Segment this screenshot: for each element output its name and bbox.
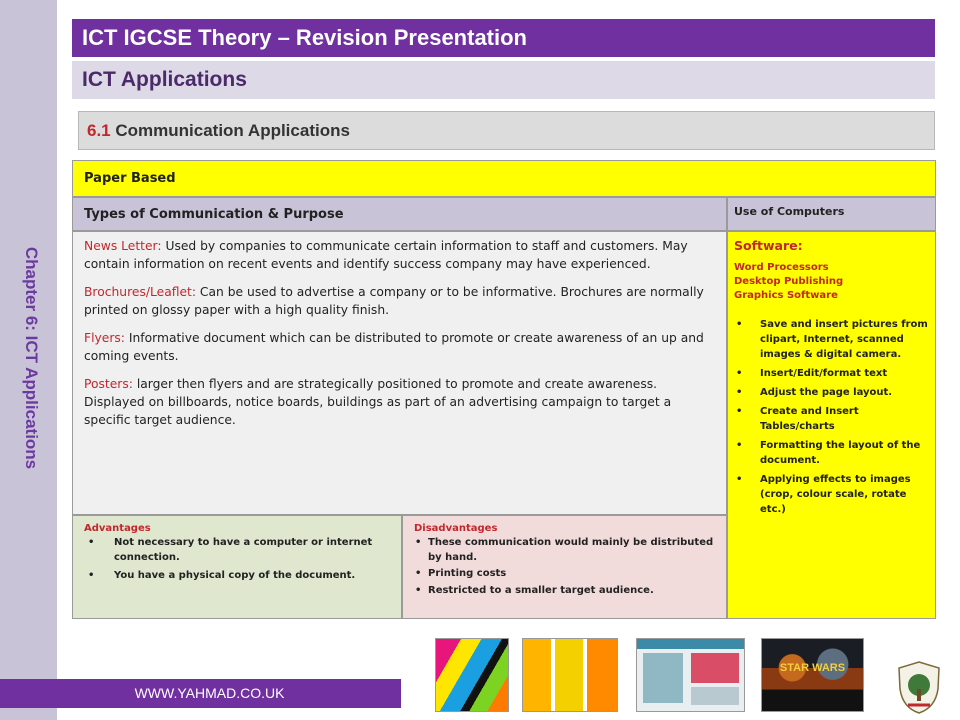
type-brochures [84,283,716,319]
school-crest-icon [894,659,944,715]
section-heading [78,111,935,150]
chapter-label: Chapter 6: ICT Applications [22,246,41,470]
section-title: Communication Applications [115,121,350,140]
movie-poster-title: STAR WARS [779,662,846,674]
flyer-image [522,638,618,712]
feature-item: • Applying effects to images (crop, colour scale, rotate etc.) [734,472,929,517]
software-item: Word Processors [734,262,829,273]
slide-subtitle: ICT Applications [72,61,935,99]
feature-item: • Create and Insert Tables/charts [734,404,929,434]
advantages-title: Advantages [84,523,151,534]
slide-title: ICT IGCSE Theory – Revision Presentation [72,19,935,57]
column-header-types: Types of Communication & Purpose [72,197,727,231]
type-text: Can be used to advertise a company or to be informative. Brochures are normally printed on glossy paper with a high quality finish. [84,285,704,317]
types-description-cell [72,231,727,515]
type-term: Flyers: [84,331,125,345]
advantages-list [84,536,395,584]
software-cell [727,231,936,619]
disadvantage-item: • These communication would mainly be distributed by hand. [414,536,720,565]
disadvantage-item: • Restricted to a smaller target audience. [414,584,720,599]
movie-poster-image [761,638,864,712]
feature-item: • Save and insert pictures from clipart, Internet, scanned images & digital camera. [734,317,929,362]
footer-url[interactable]: WWW.YAHMAD.CO.UK [0,679,401,708]
software-title: Software: [734,238,803,253]
disadvantage-item: • Printing costs [414,567,720,582]
advantage-item: • You have a physical copy of the document. [84,569,395,584]
type-text: Used by companies to communicate certain information to staff and customers. May contain information on recent events and identify success company may have experienced. [84,239,688,271]
advantages-cell [72,515,402,619]
feature-item: • Adjust the page layout. [734,385,929,400]
newsletter-photo-block [643,653,683,703]
disadvantages-title: Disadvantages [414,523,498,534]
type-text: larger then flyers and are strategically positioned to promote and create awareness. Displayed on billboards, notice boards, buildings as part of an advertising campaign to target a specific target audience. [84,377,672,427]
category-row: Paper Based [72,160,936,197]
software-list [734,261,929,303]
type-text: Informative document which can be distributed to promote or create awareness of an up and coming events. [84,331,704,363]
feature-item: • Formatting the layout of the document. [734,438,929,468]
software-item: Desktop Publishing [734,276,844,287]
column-header-use: Use of Computers [727,197,936,231]
disadvantages-list [414,536,720,598]
newsletter-header-block [691,653,739,683]
poster-image [435,638,509,712]
disadvantages-cell [402,515,727,619]
type-term: Brochures/Leaflet: [84,285,197,299]
software-item: Graphics Software [734,290,838,301]
feature-list [734,317,929,517]
type-flyers [84,329,716,365]
type-posters [84,375,716,429]
newsletter-image [636,638,745,712]
section-number: 6.1 [87,121,111,140]
advantage-item: • Not necessary to have a computer or internet connection. [84,536,395,565]
sidebar [0,0,57,720]
feature-item: • Insert/Edit/format text [734,366,929,381]
type-newsletter [84,237,716,273]
newsletter-text-block [691,687,739,705]
type-term: News Letter: [84,239,162,253]
type-term: Posters: [84,377,133,391]
